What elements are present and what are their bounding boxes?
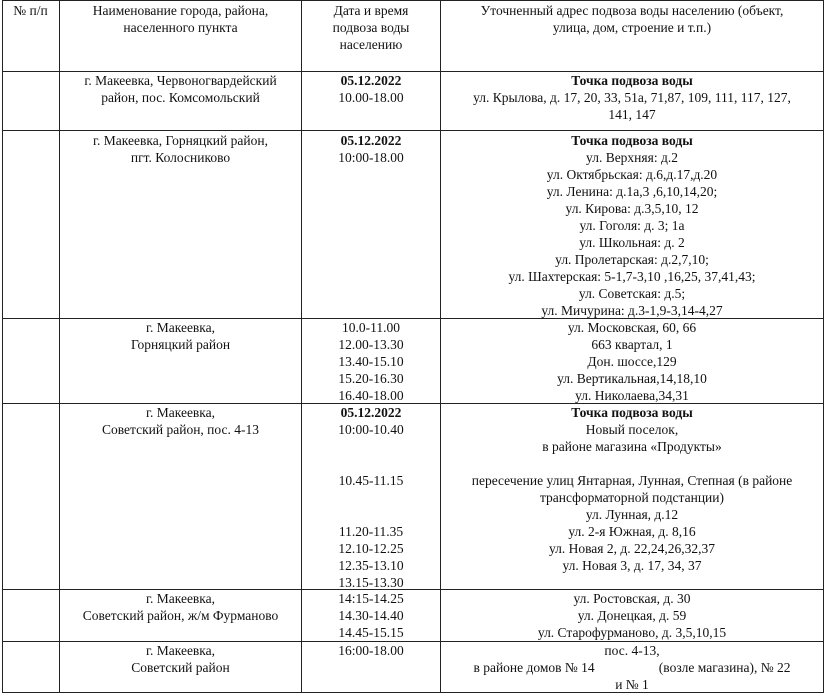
row6-place: г. Макеевка, Советский район bbox=[131, 643, 230, 675]
row4-datetime: 05.12.2022 10:00-10.40 10.45-11.15 11.20-11.35 12.10-12.25 12.35-13.10 13.15-13.30 bbox=[338, 405, 404, 590]
header-address: Уточненный адрес подвоза воды населению (объект, улица, дом, строение и т.п.) bbox=[480, 3, 784, 35]
header-number: № п/п bbox=[13, 3, 48, 18]
header-place: Наименование города, района, населенного пункта bbox=[92, 3, 269, 35]
row-divider-2 bbox=[2, 130, 824, 131]
row2-datetime: 05.12.2022 10:00-18.00 bbox=[338, 133, 404, 165]
row5-place: г. Макеевка, Советский район, ж/м Фурманово bbox=[82, 591, 279, 623]
row3-datetime: 10.0-11.00 12.00-13.30 13.40-15.10 15.20-16.30 16.40-18.00 bbox=[338, 320, 404, 403]
row1-place: г. Макеевка, Червоногвардейский район, пос. Комсомольский bbox=[84, 73, 277, 105]
row5-address: ул. Ростовская, д. 30 ул. Донецкая, д. 59 ул. Старофурманово, д. 3,5,10,15 bbox=[537, 591, 727, 640]
row1-address: Точка подвоза воды ул. Крылова, д. 17, 20, 33, 51а, 71,87, 109, 111, 117, 127, 141, 147 bbox=[473, 73, 791, 122]
row6-datetime: 16:00-18.00 bbox=[338, 643, 404, 658]
row4-place: г. Макеевка, Советский район, пос. 4-13 bbox=[102, 405, 259, 437]
row6-address: пос. 4-13, в районе домов № 14 (возле магазина), № 22 и № 1 bbox=[473, 643, 791, 692]
table-border-top bbox=[2, 0, 824, 1]
row2-place: г. Макеевка, Горняцкий район, пгт. Колосниково bbox=[93, 133, 268, 165]
row3-place: г. Макеевка, Горняцкий район bbox=[130, 320, 231, 352]
row3-address: ул. Московская, 60, 66 663 квартал, 1 Дон. шоссе,129 ул. Вертикальная,14,18,10 ул. Николаева,34,31 bbox=[557, 320, 707, 403]
row4-address: Точка подвоза воды Новый поселок, в районе магазина «Продукты» пересечение улиц Янтарная, Лунная, Степная (в районе трансформаторной подстанции) ул. Лунная, д.12 ул. 2-я Южная, д. 8,16 ул. Новая 2, д. 22,24,26,32,37 ул. Новая 3, д. 17, 34, 37 bbox=[471, 405, 793, 573]
row5-datetime: 14:15-14.25 14.30-14.40 14.45-15.15 bbox=[338, 591, 404, 640]
row2-address: Точка подвоза воды ул. Верхняя: д.2 ул. Октябрьская: д.6,д.17,д.20 ул. Ленина: д.1а,3 ,6,10,14,20; ул. Кирова: д.3,5,10, 12 ул. Гоголя: д. 3; 1а ул. Школьная: д. 2 ул. Пролетарская: д.2,7,10; ул. Шахтерская: 5-1,7-3,10 ,16,25, 37,41,43; ул. Советская: д.5; ул. Мичурина: д.3-1,9-3,14-4,27 bbox=[508, 133, 756, 318]
row1-datetime: 05.12.2022 10.00-18.00 bbox=[338, 73, 404, 105]
header-datetime: Дата и время подвоза воды населению bbox=[332, 3, 410, 52]
